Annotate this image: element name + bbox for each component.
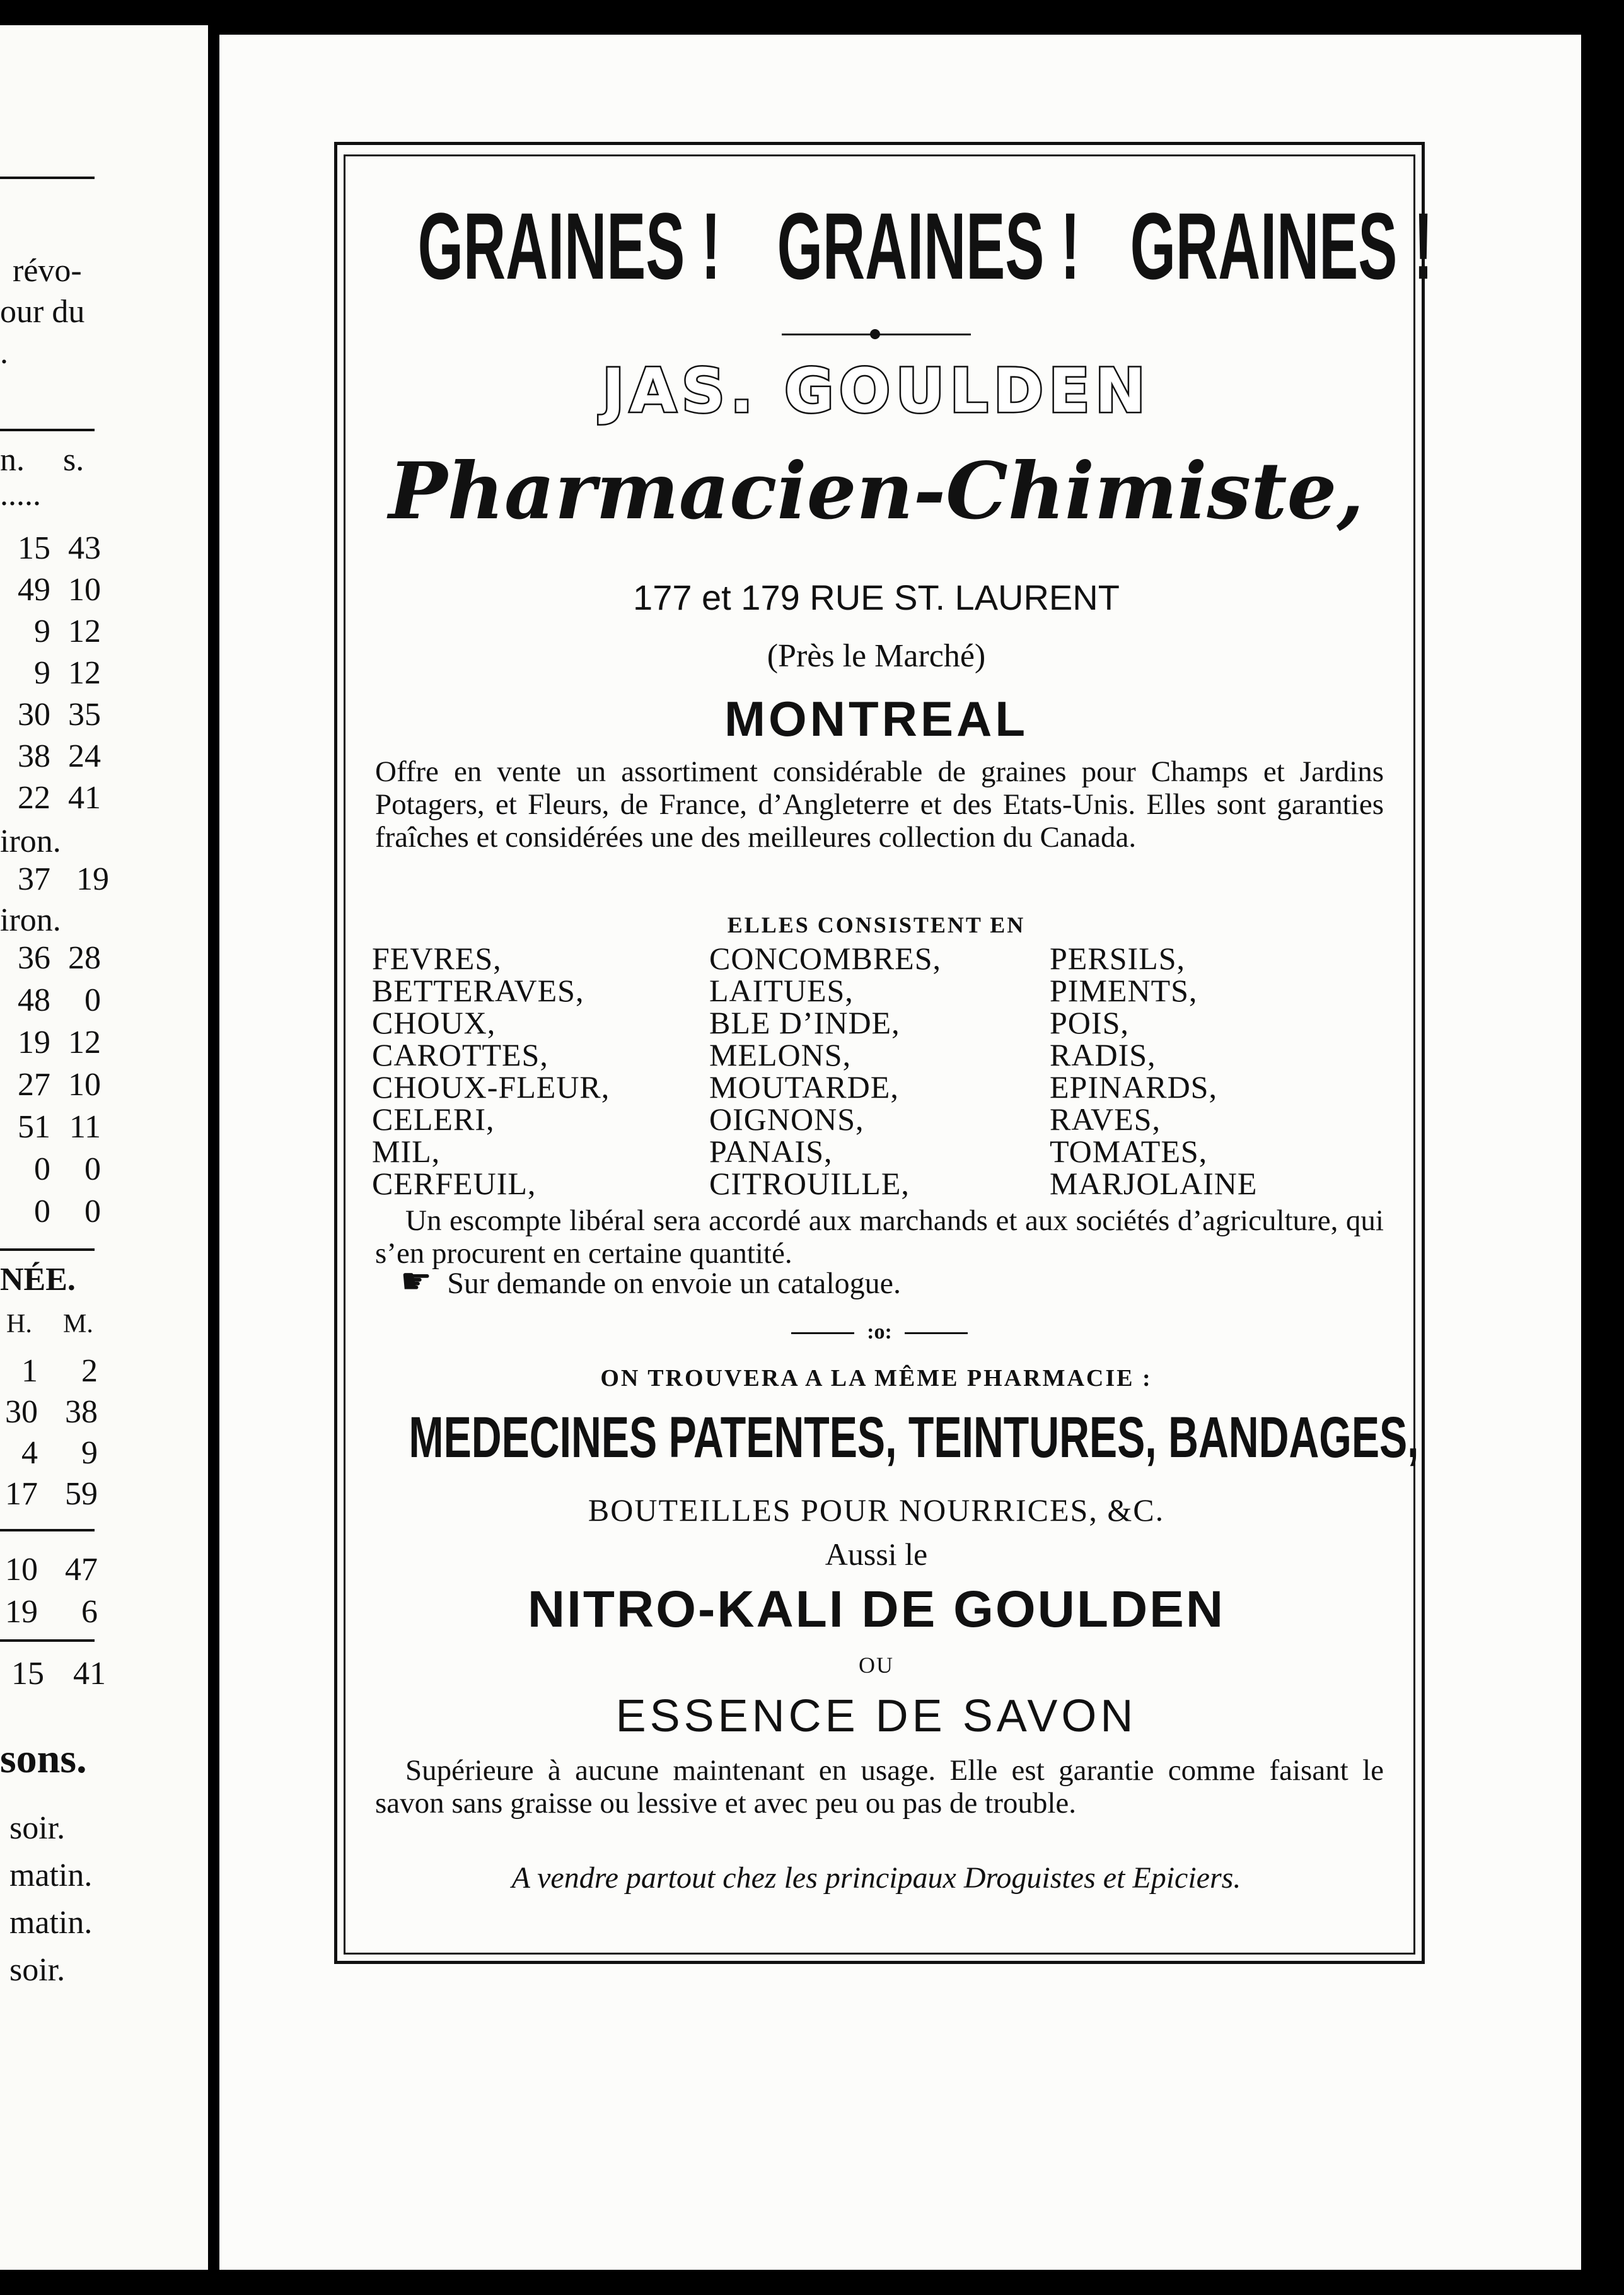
city: MONTREAL	[724, 691, 1028, 747]
cell: 27	[18, 1067, 50, 1103]
text-line: matin.	[9, 1857, 93, 1893]
table-row	[0, 613, 101, 651]
table-row	[0, 1066, 101, 1104]
ornament-dot	[870, 329, 880, 339]
cell: 15	[11, 1656, 44, 1692]
table-row	[0, 1024, 101, 1062]
cell: 41	[73, 1656, 106, 1692]
seed-column	[372, 943, 610, 1200]
seed-item: MARJOLAINE	[1050, 1166, 1258, 1201]
table-row	[0, 571, 101, 609]
cell: 0	[34, 1151, 50, 1187]
table-row	[0, 1393, 98, 1431]
cell: 22	[18, 780, 50, 816]
table-row	[0, 1352, 98, 1390]
table-row	[0, 654, 101, 692]
catalogue-text: Sur demande on envoie un catalogue.	[447, 1267, 901, 1300]
seed-item: LAITUES,	[709, 973, 854, 1008]
product-alt-name: ESSENCE DE SAVON	[615, 1691, 1137, 1741]
table-row	[0, 1151, 101, 1188]
headline-word: GRAINES !	[417, 193, 721, 299]
cell: 4	[21, 1435, 38, 1471]
seed-item: FEVRES,	[372, 941, 502, 976]
also-line: Aussi le	[825, 1537, 928, 1572]
profession: Pharmacien-Chimiste,	[388, 446, 1364, 537]
seed-item: POIS,	[1050, 1005, 1129, 1040]
col-header: H.	[6, 1310, 32, 1339]
cell: 48	[18, 982, 50, 1018]
catalogue-line	[400, 1264, 901, 1301]
cell: 38	[18, 738, 50, 774]
seed-item: MELONS,	[709, 1037, 852, 1072]
headline-word: GRAINES !	[777, 193, 1081, 299]
cell: 19	[5, 1594, 38, 1630]
cell: 30	[5, 1394, 38, 1430]
seed-item: RADIS,	[1050, 1037, 1156, 1072]
seed-item: BLE D’INDE,	[709, 1005, 900, 1040]
address-note: (Près le Marché)	[767, 638, 986, 674]
rule	[0, 1248, 95, 1251]
table-row	[0, 1551, 98, 1589]
text-line: soir.	[9, 1810, 66, 1846]
seed-item: MIL,	[372, 1134, 441, 1169]
cell: 36	[18, 940, 50, 976]
cell: 9	[34, 613, 50, 649]
cell: 19	[18, 1025, 50, 1060]
seed-item: CAROTTES,	[372, 1037, 548, 1072]
cell: 9	[81, 1435, 98, 1471]
text-line: our du	[0, 294, 85, 330]
cell: 15	[18, 530, 50, 566]
cell: 43	[68, 530, 101, 566]
table-row	[0, 1434, 98, 1472]
seed-item: PANAIS,	[709, 1134, 833, 1169]
divider-rule	[905, 1332, 968, 1334]
cell: 19	[76, 861, 109, 897]
cell: 0	[84, 1194, 101, 1229]
cell: 0	[34, 1194, 50, 1229]
rule	[0, 1639, 95, 1642]
headline-word: GRAINES !	[1130, 193, 1434, 299]
or-line: OU	[859, 1653, 894, 1678]
text-line: .	[0, 335, 8, 371]
cell: 17	[5, 1476, 38, 1512]
seed-item: TOMATES,	[1050, 1134, 1208, 1169]
text-line: iron.	[0, 823, 61, 859]
table-row	[0, 1108, 101, 1146]
seed-item: RAVES,	[1050, 1101, 1161, 1137]
cell: 9	[34, 655, 50, 691]
seed-item: CHOUX,	[372, 1005, 496, 1040]
seed-item: CERFEUIL,	[372, 1166, 536, 1201]
cell: 59	[65, 1476, 98, 1512]
cell: 38	[65, 1394, 98, 1430]
table-row	[0, 939, 101, 977]
table-row	[0, 982, 101, 1020]
cell: 51	[18, 1109, 50, 1145]
seed-column	[1050, 943, 1257, 1200]
cell: 37	[18, 861, 50, 897]
text-line: matin.	[9, 1905, 93, 1941]
table-row	[0, 1475, 98, 1513]
cell: 12	[68, 1025, 101, 1060]
cell: 24	[68, 738, 101, 774]
cell: 41	[68, 780, 101, 816]
table-row	[0, 1593, 98, 1631]
section-heading: sons.	[0, 1736, 87, 1782]
cell: 10	[68, 1067, 101, 1103]
proprietor-name: JAS. GOULDEN	[601, 356, 1151, 426]
seed-item: CELERI,	[372, 1101, 495, 1137]
text-line: soir.	[9, 1952, 66, 1988]
medicines-line: MEDECINES PATENTES, TEINTURES, BANDAGES,	[409, 1405, 1419, 1470]
col-header: s.	[63, 442, 84, 478]
cell: 28	[68, 940, 101, 976]
divider-rule	[791, 1332, 854, 1334]
col-header: n.	[0, 442, 25, 478]
table-row	[0, 530, 101, 567]
col-header: M.	[63, 1310, 93, 1339]
table-row	[0, 861, 109, 898]
previous-page-fragment	[0, 25, 208, 2270]
cell: 0	[84, 1151, 101, 1187]
seed-item: MOUTARDE,	[709, 1069, 899, 1105]
cell: 49	[18, 572, 50, 608]
bottles-line: BOUTEILLES POUR NOURRICES, &C.	[588, 1492, 1165, 1528]
seed-item: CONCOMBRES,	[709, 941, 942, 976]
text-line: révo-	[13, 253, 82, 289]
table-row	[0, 738, 101, 776]
offer-paragraph: Offre en vente un assortiment considérable de graines pour Champs et Jardins Potagers, et Fleurs, de France, d’Angleterre et des Etats-Unis. Elles sont garanties fraîches et considérées une des meilleures collection du Canada.	[375, 755, 1384, 854]
sale-line: A vendre partout chez les principaux Droguistes et Epiciers.	[511, 1861, 1241, 1895]
divider-mark: :o:	[867, 1320, 892, 1344]
address: 177 et 179 RUE ST. LAURENT	[633, 578, 1120, 617]
cell: 11	[69, 1109, 101, 1145]
seed-item: OIGNONS,	[709, 1101, 864, 1137]
cell: 47	[65, 1552, 98, 1588]
seed-item: EPINARDS,	[1050, 1069, 1217, 1105]
cell: 12	[68, 613, 101, 649]
cell: 30	[18, 697, 50, 733]
cell: 2	[81, 1353, 98, 1389]
cell: 10	[68, 572, 101, 608]
table-row	[0, 1193, 101, 1231]
cell: 12	[68, 655, 101, 691]
section-heading: NÉE.	[0, 1262, 76, 1298]
pointing-hand-icon: ☛	[400, 1262, 432, 1301]
table-row	[0, 1655, 106, 1693]
seed-item: PIMENTS,	[1050, 973, 1198, 1008]
cell: 35	[68, 697, 101, 733]
product-name: NITRO-KALI DE GOULDEN	[527, 1581, 1226, 1638]
text-line: iron.	[0, 902, 61, 938]
seed-item: CITROUILLE,	[709, 1166, 910, 1201]
rule	[0, 429, 95, 431]
rule	[0, 1529, 95, 1531]
table-row	[0, 779, 101, 817]
rule	[0, 177, 95, 179]
dot-leader: .....	[0, 477, 41, 513]
cell: 10	[5, 1552, 38, 1588]
seed-column	[709, 943, 941, 1200]
seed-item: CHOUX-FLEUR,	[372, 1069, 610, 1105]
seeds-heading: ELLES CONSISTENT EN	[727, 912, 1026, 938]
seed-item: PERSILS,	[1050, 941, 1186, 976]
superior-paragraph: Supérieure à aucune maintenant en usage. Elle est garantie comme faisant le savon sans graisse ou lessive et avec peu ou pas de trouble.	[375, 1754, 1384, 1820]
table-row	[0, 696, 101, 734]
seed-item: BETTERAVES,	[372, 973, 584, 1008]
cell: 1	[21, 1353, 38, 1389]
discount-paragraph: Un escompte libéral sera accordé aux marchands et aux sociétés d’agriculture, qui s’en procurent en certaine quantité.	[375, 1204, 1384, 1270]
cell: 0	[84, 982, 101, 1018]
pharmacy-heading: ON TROUVERA A LA MÊME PHARMACIE :	[600, 1365, 1152, 1392]
cell: 6	[81, 1594, 98, 1630]
